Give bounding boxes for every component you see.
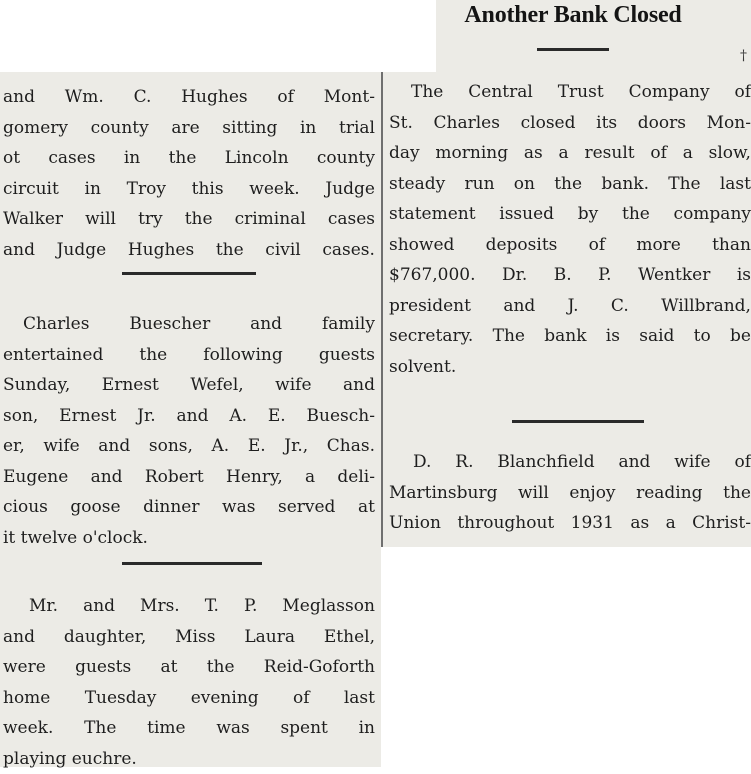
news-item-bank-closed	[389, 77, 751, 382]
text-line: and Wm. C. Hughes of Mont-	[3, 82, 375, 113]
text-line: Walker will try the criminal cases	[3, 204, 375, 235]
section-rule-right-1	[512, 420, 644, 423]
text-line: The Central Trust Company of	[389, 77, 751, 108]
print-speck: †	[740, 48, 747, 64]
text-line: statement issued by the company	[389, 199, 751, 230]
text-line: secretary. The bank is said to be	[389, 321, 751, 352]
text-line: gomery county are sitting in trial	[3, 113, 375, 144]
text-line: er, wife and sons, A. E. Jr., Chas.	[3, 431, 375, 462]
text-line: ot cases in the Lincoln county	[3, 143, 375, 174]
text-line: Martinsburg will enjoy reading the	[389, 478, 751, 509]
text-line: steady run on the bank. The last	[389, 169, 751, 200]
text-line: were guests at the Reid-Goforth	[3, 652, 375, 683]
section-rule-left-1	[122, 272, 256, 275]
text-line: Sunday, Ernest Wefel, wife and	[3, 370, 375, 401]
text-line: solvent.	[389, 352, 751, 383]
text-line: Eugene and Robert Henry, a deli-	[3, 462, 375, 493]
headline-rule	[537, 48, 609, 51]
column-divider	[381, 72, 383, 547]
text-line: St. Charles closed its doors Mon-	[389, 108, 751, 139]
news-item-blanchfield-subscription	[389, 447, 751, 539]
text-line: president and J. C. Willbrand,	[389, 291, 751, 322]
text-line: $767,000. Dr. B. P. Wentker is	[389, 260, 751, 291]
news-item-buescher-dinner	[3, 309, 375, 553]
text-line: Union throughout 1931 as a Christ-	[389, 508, 751, 539]
text-line: and daughter, Miss Laura Ethel,	[3, 622, 375, 653]
text-line: son, Ernest Jr. and A. E. Buesch-	[3, 401, 375, 432]
news-item-hughes-court	[3, 82, 375, 265]
article-headline: Another Bank Closed	[436, 2, 710, 29]
section-rule-left-2	[122, 562, 262, 565]
text-line: day morning as a result of a slow,	[389, 138, 751, 169]
text-line: playing euchre.	[3, 744, 375, 774]
text-line: and Judge Hughes the civil cases.	[3, 235, 375, 266]
text-line: D. R. Blanchfield and wife of	[389, 447, 751, 478]
text-line: circuit in Troy this week. Judge	[3, 174, 375, 205]
text-line: cious goose dinner was served at	[3, 492, 375, 523]
text-line: entertained the following guests	[3, 340, 375, 371]
text-line: showed deposits of more than	[389, 230, 751, 261]
text-line: it twelve o'clock.	[3, 523, 375, 554]
text-line: week. The time was spent in	[3, 713, 375, 744]
text-line: Mr. and Mrs. T. P. Meglasson	[3, 591, 375, 622]
text-line: home Tuesday evening of last	[3, 683, 375, 714]
news-item-meglasson-visit	[3, 591, 375, 774]
text-line: Charles Buescher and family	[3, 309, 375, 340]
